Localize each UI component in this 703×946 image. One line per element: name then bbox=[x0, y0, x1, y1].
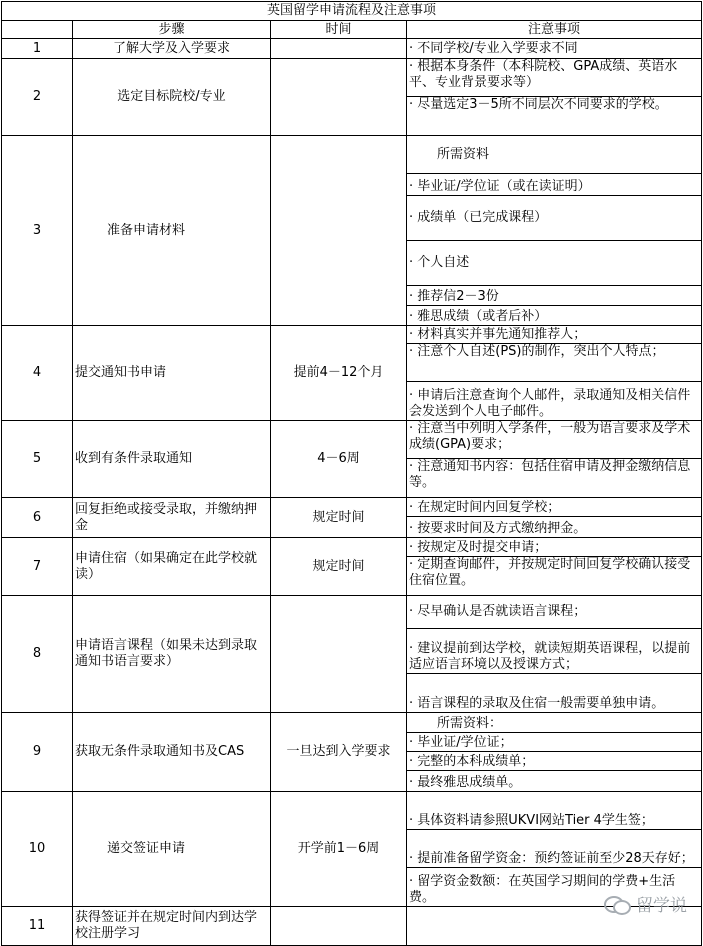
row-number: 9 bbox=[2, 713, 73, 792]
row-time bbox=[271, 39, 407, 59]
row-step: 获得签证并在规定时间内到达学校注册学习 bbox=[73, 907, 271, 946]
table-row bbox=[2, 907, 702, 946]
note-item: · 定期查询邮件，并按规定时间回复学校确认接受住宿位置。 bbox=[409, 557, 691, 588]
note-item: 所需资料： bbox=[407, 713, 701, 733]
row-number: 3 bbox=[2, 136, 73, 326]
note-item: · 毕业证/学位证（或在读证明） bbox=[407, 174, 701, 196]
note-item: · 建议提前到达学校，就读短期英语课程，以提前适应语言环境以及授课方式； bbox=[407, 629, 701, 674]
row-time: 开学前1－6周 bbox=[271, 792, 407, 907]
row-notes bbox=[407, 596, 702, 713]
note-item: · 注意当中列明入学条件，一般为语言要求及学术成绩(GPA)要求； bbox=[407, 421, 701, 459]
row-time bbox=[271, 907, 407, 946]
row-time: 一旦达到入学要求 bbox=[271, 713, 407, 792]
note-item: · 最终雅思成绩单。 bbox=[409, 775, 522, 790]
row-number: 4 bbox=[2, 326, 73, 421]
row-notes bbox=[407, 713, 702, 792]
note-item: · 注意通知书内容：包括住宿申请及押金缴纳信息等。 bbox=[409, 459, 691, 490]
row-step: 申请语言课程（如果未达到录取通知书语言要求） bbox=[73, 596, 271, 713]
row-number: 5 bbox=[2, 421, 73, 498]
row-step: 回复拒绝或接受录取，并缴纳押金 bbox=[73, 498, 271, 538]
row-step: 了解大学及入学要求 bbox=[73, 39, 271, 59]
note-item: · 不同学校/专业入学要求不同 bbox=[409, 40, 578, 56]
row-step: 提交通知书申请 bbox=[73, 326, 271, 421]
row-number: 10 bbox=[2, 792, 73, 907]
watermark-text: 留学说 bbox=[636, 896, 687, 916]
table-row bbox=[2, 538, 702, 596]
row-number: 8 bbox=[2, 596, 73, 713]
note-item: · 在规定时间内回复学校； bbox=[407, 498, 701, 517]
row-time: 规定时间 bbox=[271, 538, 407, 596]
note-item: · 个人自述 bbox=[407, 241, 701, 286]
table-row bbox=[2, 596, 702, 713]
note-item: · 按要求时间及方式缴纳押金。 bbox=[409, 521, 587, 536]
note-item: · 注意个人自述(PS)的制作，突出个人特点； bbox=[407, 344, 701, 382]
table-row bbox=[2, 498, 702, 538]
header-time: 时间 bbox=[271, 21, 407, 39]
table-row bbox=[2, 59, 702, 136]
note-item: · 雅思成绩（或者后补） bbox=[409, 309, 548, 324]
row-number: 6 bbox=[2, 498, 73, 538]
note-item: · 语言课程的录取及住宿一般需要单独申请。 bbox=[409, 696, 665, 711]
row-notes bbox=[407, 498, 702, 538]
row-notes bbox=[407, 421, 702, 498]
row-step: 递交签证申请 bbox=[73, 792, 271, 907]
process-table-sheet bbox=[1, 1, 701, 941]
table-title: 英国留学申请流程及注意事项 bbox=[2, 2, 702, 21]
row-time: 规定时间 bbox=[271, 498, 407, 538]
row-time: 4－6周 bbox=[271, 421, 407, 498]
row-step: 准备申请材料 bbox=[73, 136, 271, 326]
header-notes: 注意事项 bbox=[407, 21, 702, 39]
header-num bbox=[2, 21, 73, 39]
table-row bbox=[2, 326, 702, 421]
note-item: · 留学资金数额：在英国学习期间的学费+生活费。 bbox=[409, 874, 676, 905]
note-item: · 尽量选定3－5所不同层次不同要求的学校。 bbox=[409, 97, 668, 112]
row-notes bbox=[407, 136, 702, 326]
row-notes bbox=[407, 59, 702, 136]
row-notes bbox=[407, 792, 702, 907]
row-notes bbox=[407, 326, 702, 421]
row-number: 7 bbox=[2, 538, 73, 596]
wechat-icon bbox=[604, 894, 630, 914]
row-number: 11 bbox=[2, 907, 73, 946]
row-time bbox=[271, 136, 407, 326]
header-step: 步骤 bbox=[73, 21, 271, 39]
note-item: · 按规定及时提交申请； bbox=[407, 538, 701, 557]
note-item: · 成绩单（已完成课程） bbox=[407, 196, 701, 241]
note-item: · 提前准备留学资金：预约签证前至少28天存好； bbox=[407, 830, 701, 868]
watermark bbox=[604, 891, 687, 916]
row-step: 申请住宿（如果确定在此学校就读） bbox=[73, 538, 271, 596]
row-number: 2 bbox=[2, 59, 73, 136]
table-row bbox=[2, 792, 702, 907]
table-row bbox=[2, 39, 702, 59]
title-row bbox=[2, 2, 702, 21]
table-row bbox=[2, 421, 702, 498]
note-item: · 根据本身条件（本科院校、GPA成绩、英语水平、专业背景要求等） bbox=[407, 59, 701, 97]
note-item: 所需资料 bbox=[407, 136, 701, 174]
table-row bbox=[2, 713, 702, 792]
row-step: 收到有条件录取通知 bbox=[73, 421, 271, 498]
note-item: · 材料真实并事先通知推荐人； bbox=[407, 326, 701, 344]
row-number: 1 bbox=[2, 39, 73, 59]
row-notes bbox=[407, 39, 702, 59]
row-time bbox=[271, 596, 407, 713]
note-item: · 尽早确认是否就读语言课程； bbox=[407, 596, 701, 629]
note-item: · 毕业证/学位证； bbox=[407, 733, 701, 752]
row-notes bbox=[407, 538, 702, 596]
note-item: · 申请后注意查询个人邮件，录取通知及相关信件会发送到个人电子邮件。 bbox=[409, 388, 691, 419]
row-step: 获取无条件录取通知书及CAS bbox=[73, 713, 271, 792]
row-step: 选定目标院校/专业 bbox=[73, 59, 271, 136]
row-time bbox=[271, 59, 407, 136]
note-item: · 推荐信2－3份 bbox=[407, 286, 701, 306]
table-row bbox=[2, 136, 702, 326]
note-item: · 具体资料请参照UKVI网站Tier 4学生签； bbox=[407, 792, 701, 830]
process-table bbox=[1, 1, 702, 946]
header-row bbox=[2, 21, 702, 39]
note-item: · 完整的本科成绩单； bbox=[407, 752, 701, 771]
row-time: 提前4－12个月 bbox=[271, 326, 407, 421]
